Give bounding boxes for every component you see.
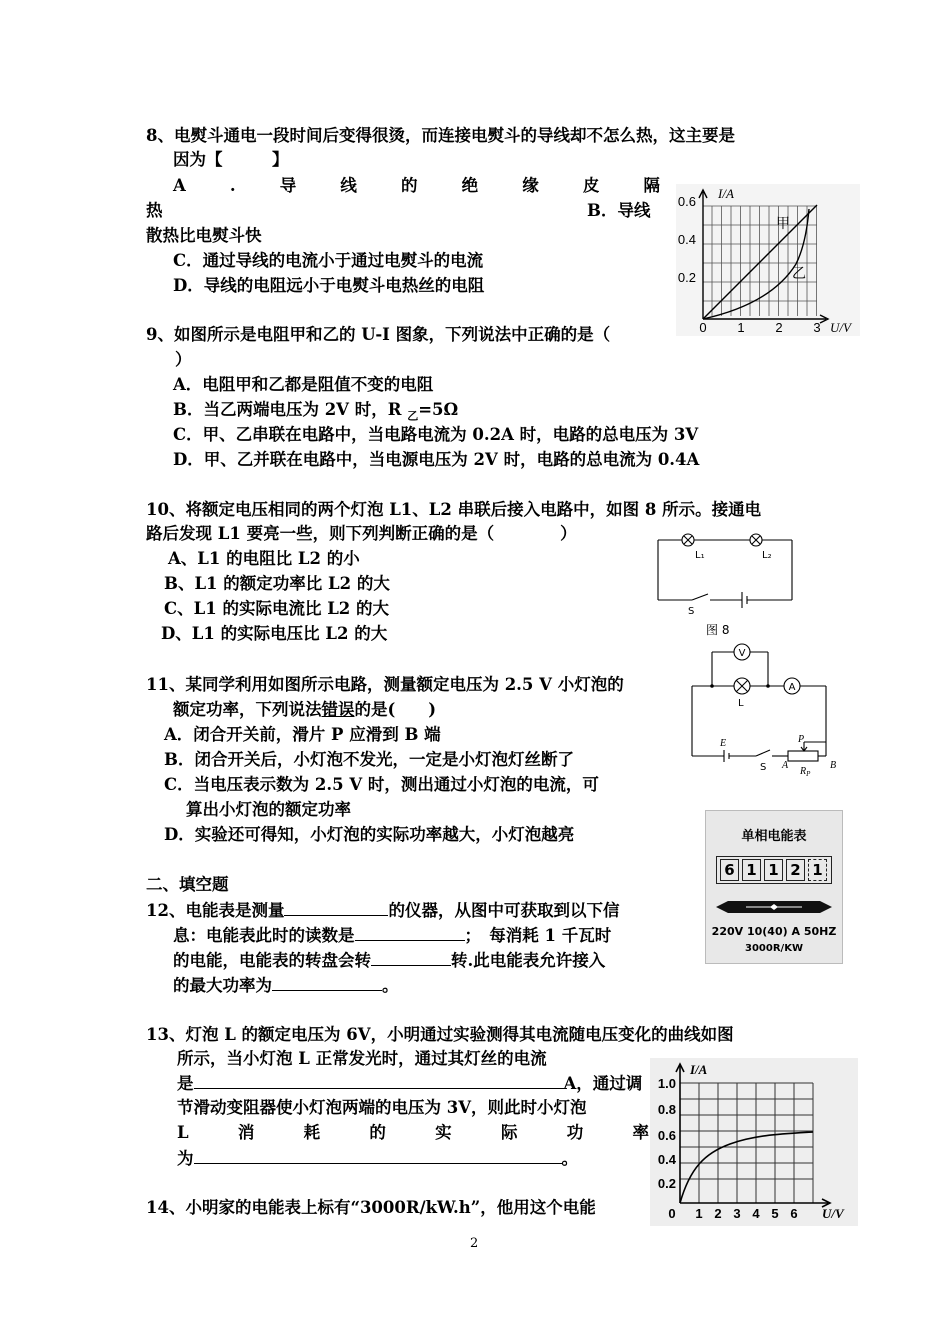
q13-graph-ytick: 0.6 bbox=[657, 1128, 676, 1143]
q8-option-d: D．导线的电阻远小于电熨斗电热丝的电阻 bbox=[173, 276, 485, 295]
q8-option-a-letter: A bbox=[173, 176, 186, 195]
q11-stem-underlined: 错误 bbox=[321, 700, 355, 719]
q8-option-b-head: B．导线 bbox=[587, 201, 651, 220]
q8-option-a-word: 绝 bbox=[461, 176, 479, 195]
q12-line3-text: 的电能，电能表的转盘会转 bbox=[173, 951, 371, 970]
q9-option-c: C．甲、乙串联在电路中，当电路电流为 0.2A 时，电路的总电压为 3V bbox=[173, 425, 699, 444]
q9-option-b-text: B．当乙两端电压为 2V 时，R bbox=[173, 400, 408, 419]
q9-option-a: A．电阻甲和乙都是阻值不变的电阻 bbox=[173, 375, 434, 394]
q13-line2-text: 所示，当小灯泡 L 正常发光时，通过其灯丝的电流 bbox=[177, 1049, 547, 1068]
q13-line5-word: 的 bbox=[369, 1123, 386, 1142]
q12-line4 bbox=[173, 974, 399, 997]
q9-option-d: D．甲、乙并联在电路中，当电源电压为 2V 时，电路的总电流为 0.4A bbox=[173, 450, 700, 469]
q13-graph-xtick: 6 bbox=[790, 1206, 798, 1221]
ui-graph-ylabel: I/A bbox=[718, 186, 734, 201]
figure-8-circuit bbox=[650, 528, 800, 640]
q13-graph-ytick: 0.8 bbox=[657, 1102, 676, 1117]
q11-stem-text: 额定功率，下列说法 bbox=[173, 700, 322, 719]
ui-graph-xtick: 2 bbox=[775, 320, 783, 335]
rheostat-a-label: A bbox=[782, 760, 789, 771]
q13-line3-text-end: A，通过调 bbox=[563, 1074, 643, 1093]
q8-stem-line1: 8、电熨斗通电一段时间后变得很烫，而连接电熨斗的导线却不怎么热，这主要是 bbox=[146, 126, 735, 145]
slider-p-label: P bbox=[798, 734, 805, 745]
q13-line5-word: 功 bbox=[566, 1123, 584, 1142]
q8-option-a-word: 隔 bbox=[643, 176, 660, 195]
q9-option-b-subscript: 乙 bbox=[407, 409, 419, 423]
q9-option-b-value: =5Ω bbox=[418, 400, 459, 419]
q10-option-b: B、L1 的额定功率比 L2 的大 bbox=[164, 574, 390, 593]
ui-graph-xtick: 3 bbox=[813, 320, 821, 335]
q13-line6-text: 为 bbox=[177, 1149, 194, 1168]
q13-graph-ytick: 0.4 bbox=[657, 1152, 676, 1167]
q9-stem-line1: 9、如图所示是电阻甲和乙的 U-I 图象，下列说法中正确的是（ bbox=[146, 325, 611, 344]
meter-digit: 6 bbox=[720, 859, 739, 881]
q9-stem-line2: ） bbox=[175, 350, 192, 369]
q10-option-a: A、L1 的电阻比 L2 的小 bbox=[168, 549, 360, 568]
q8-option-a-word: 的 bbox=[401, 176, 418, 195]
q13-line5-word: 消 bbox=[237, 1123, 255, 1142]
q11-stem-bracket: 的是( ) bbox=[354, 700, 437, 719]
q13-line2 bbox=[177, 1048, 649, 1070]
q13-graph-xtick: 5 bbox=[771, 1206, 779, 1221]
q13-blank-1[interactable] bbox=[194, 1072, 564, 1089]
rheostat-subscript: P bbox=[806, 770, 811, 778]
q13-graph-xtick: 0 bbox=[668, 1206, 676, 1221]
ui-graph-ytick: 0.4 bbox=[677, 232, 696, 247]
figure-8-s-label: S bbox=[688, 606, 695, 617]
q13-line6 bbox=[177, 1147, 578, 1170]
q13-line5-word: 际 bbox=[500, 1123, 518, 1142]
rheostat-b-label: B bbox=[830, 760, 837, 771]
q8-option-b-tail: 散热比电熨斗快 bbox=[146, 226, 262, 245]
ui-graph-xtick: 0 bbox=[699, 320, 707, 335]
q12-line2 bbox=[173, 924, 611, 947]
q11-option-b: B．闭合开关后，小灯泡不发光，一定是小灯泡灯丝断了 bbox=[164, 750, 574, 769]
q12-line4-text: 的最大功率为 bbox=[173, 976, 272, 995]
battery-label: E bbox=[720, 738, 727, 749]
q12-line1 bbox=[146, 899, 619, 922]
q12-blank-4[interactable] bbox=[272, 974, 382, 991]
q11-option-a: A．闭合开关前，滑片 P 应滑到 B 端 bbox=[164, 725, 441, 744]
q10-stem-line1: 10、将额定电压相同的两个灯泡 L1、L2 串联后接入电路中，如图 8 所示。接通电 bbox=[146, 500, 762, 519]
figure-8-l1-label: L₁ bbox=[695, 550, 705, 561]
ui-graph-ytick: 0.6 bbox=[677, 194, 696, 209]
q13-line3 bbox=[177, 1072, 642, 1095]
ui-graph-xlabel: U/V bbox=[830, 320, 851, 335]
q11-stem-line2 bbox=[173, 699, 436, 721]
switch-label: S bbox=[760, 762, 767, 773]
q13-graph-xlabel: U/V bbox=[822, 1206, 844, 1221]
q11-option-d: D．实验还可得知，小灯泡的实际功率越大，小灯泡越亮 bbox=[164, 825, 575, 844]
q13-graph-ylabel: I/A bbox=[690, 1062, 708, 1077]
q8-option-a-word: 线 bbox=[340, 176, 357, 195]
q10-option-d: D、L1 的实际电压比 L2 的大 bbox=[161, 624, 388, 643]
meter-revolutions: 3000R/KW bbox=[745, 943, 803, 954]
q12-blank-2[interactable] bbox=[355, 924, 465, 941]
q10-stem-line2: 路后发现 L1 要亮一些，则下列判断正确的是（ ） bbox=[146, 524, 577, 543]
rheostat-r: R bbox=[800, 766, 807, 777]
meter-title: 单相电能表 bbox=[741, 829, 807, 844]
q14-line1: 14、小明家的电能表上标有“3000R/kW.h”，他用这个电能 bbox=[146, 1198, 596, 1217]
meter-decimal-digit: 1 bbox=[808, 859, 827, 881]
q13-line5-word: 耗 bbox=[303, 1123, 321, 1142]
q13-graph-ytick: 1.0 bbox=[657, 1076, 676, 1091]
section-title-fill-in: 二、填空题 bbox=[146, 875, 229, 894]
q13-line1: 13、灯泡 L 的额定电压为 6V，小明通过实验测得其电流随电压变化的曲线如图 bbox=[146, 1025, 734, 1044]
q8-option-a-word: 导 bbox=[279, 176, 297, 195]
q8-option-a bbox=[173, 175, 660, 197]
ui-graph-label-jia: 甲 bbox=[776, 216, 790, 232]
page-number: 2 bbox=[470, 1236, 479, 1251]
q13-blank-2[interactable] bbox=[194, 1147, 562, 1164]
q11-stem-line1: 11、某同学利用如图所示电路，测量额定电压为 2.5 V 小灯泡的 bbox=[146, 675, 624, 694]
q13-line5-word: 率 bbox=[632, 1123, 649, 1142]
q12-line2-text: 息：电能表此时的读数是 bbox=[173, 926, 355, 945]
rheostat-label bbox=[799, 766, 811, 778]
q13-line6-text-end: 。 bbox=[561, 1149, 578, 1168]
ammeter-label: A bbox=[788, 682, 796, 693]
figure-8-caption: 图 8 bbox=[706, 623, 730, 637]
ui-graph-xtick: 1 bbox=[737, 320, 745, 335]
q8-option-a-tail: 热 bbox=[146, 201, 163, 220]
q12-blank-1[interactable] bbox=[284, 899, 388, 916]
lamp-label: L bbox=[738, 698, 744, 709]
meter-digit: 1 bbox=[764, 859, 783, 881]
q12-line4-text-end: 。 bbox=[382, 976, 399, 995]
electric-meter-figure bbox=[705, 810, 843, 964]
q12-line3 bbox=[173, 949, 605, 972]
q8-option-a-word: 皮 bbox=[582, 176, 600, 195]
q13-line3-text: 是 bbox=[177, 1074, 194, 1093]
q13-line5-word: 实 bbox=[435, 1123, 452, 1142]
q11-option-c-line1: C．当电压表示数为 2.5 V 时，测出通过小灯泡的电流，可 bbox=[164, 775, 599, 794]
q13-line5 bbox=[177, 1122, 649, 1144]
q8-stem-line2: 因为【 】 bbox=[173, 150, 289, 169]
q13-graph-xtick: 1 bbox=[695, 1206, 703, 1221]
q12-line1-text-end: 的仪器，从图中可获取到以下信 bbox=[388, 901, 620, 920]
q13-graph-xtick: 2 bbox=[714, 1206, 722, 1221]
ui-graph-label-yi: 乙 bbox=[792, 266, 806, 282]
q12-line2-text-end: ； 每消耗 1 千瓦时 bbox=[464, 926, 612, 945]
meter-disc-icon bbox=[716, 899, 832, 915]
meter-spec: 220V 10(40) A 50HZ bbox=[711, 925, 837, 938]
q11-circuit-figure bbox=[686, 640, 846, 782]
ui-graph-ytick: 0.2 bbox=[677, 270, 696, 285]
q13-graph-figure bbox=[650, 1058, 858, 1226]
ui-graph-figure bbox=[676, 184, 860, 336]
meter-reading bbox=[716, 856, 832, 884]
q13-graph-xtick: 4 bbox=[752, 1206, 760, 1221]
q13-graph-ytick: 0.2 bbox=[657, 1176, 676, 1191]
q8-option-a-word: . bbox=[229, 176, 236, 195]
meter-digit: 1 bbox=[742, 859, 761, 881]
q12-line3-text-end: 转.此电能表允许接入 bbox=[451, 951, 606, 970]
q11-option-c-line2: 算出小灯泡的额定功率 bbox=[186, 800, 351, 819]
q12-line1-text: 12、电能表是测量 bbox=[146, 901, 285, 920]
figure-8-l2-label: L₂ bbox=[762, 550, 772, 561]
q13-line5-word: L bbox=[177, 1123, 189, 1142]
q12-blank-3[interactable] bbox=[371, 949, 451, 966]
voltmeter-label: V bbox=[738, 648, 746, 659]
meter-digit: 2 bbox=[786, 859, 805, 881]
q8-option-c: C．通过导线的电流小于通过电熨斗的电流 bbox=[173, 251, 484, 270]
q10-option-c: C、L1 的实际电流比 L2 的大 bbox=[164, 599, 390, 618]
q13-graph-xtick: 3 bbox=[733, 1206, 741, 1221]
q13-line4: 节滑动变阻器使小灯泡两端的电压为 3V，则此时小灯泡 bbox=[177, 1098, 587, 1117]
q8-option-a-word: 缘 bbox=[522, 176, 539, 195]
